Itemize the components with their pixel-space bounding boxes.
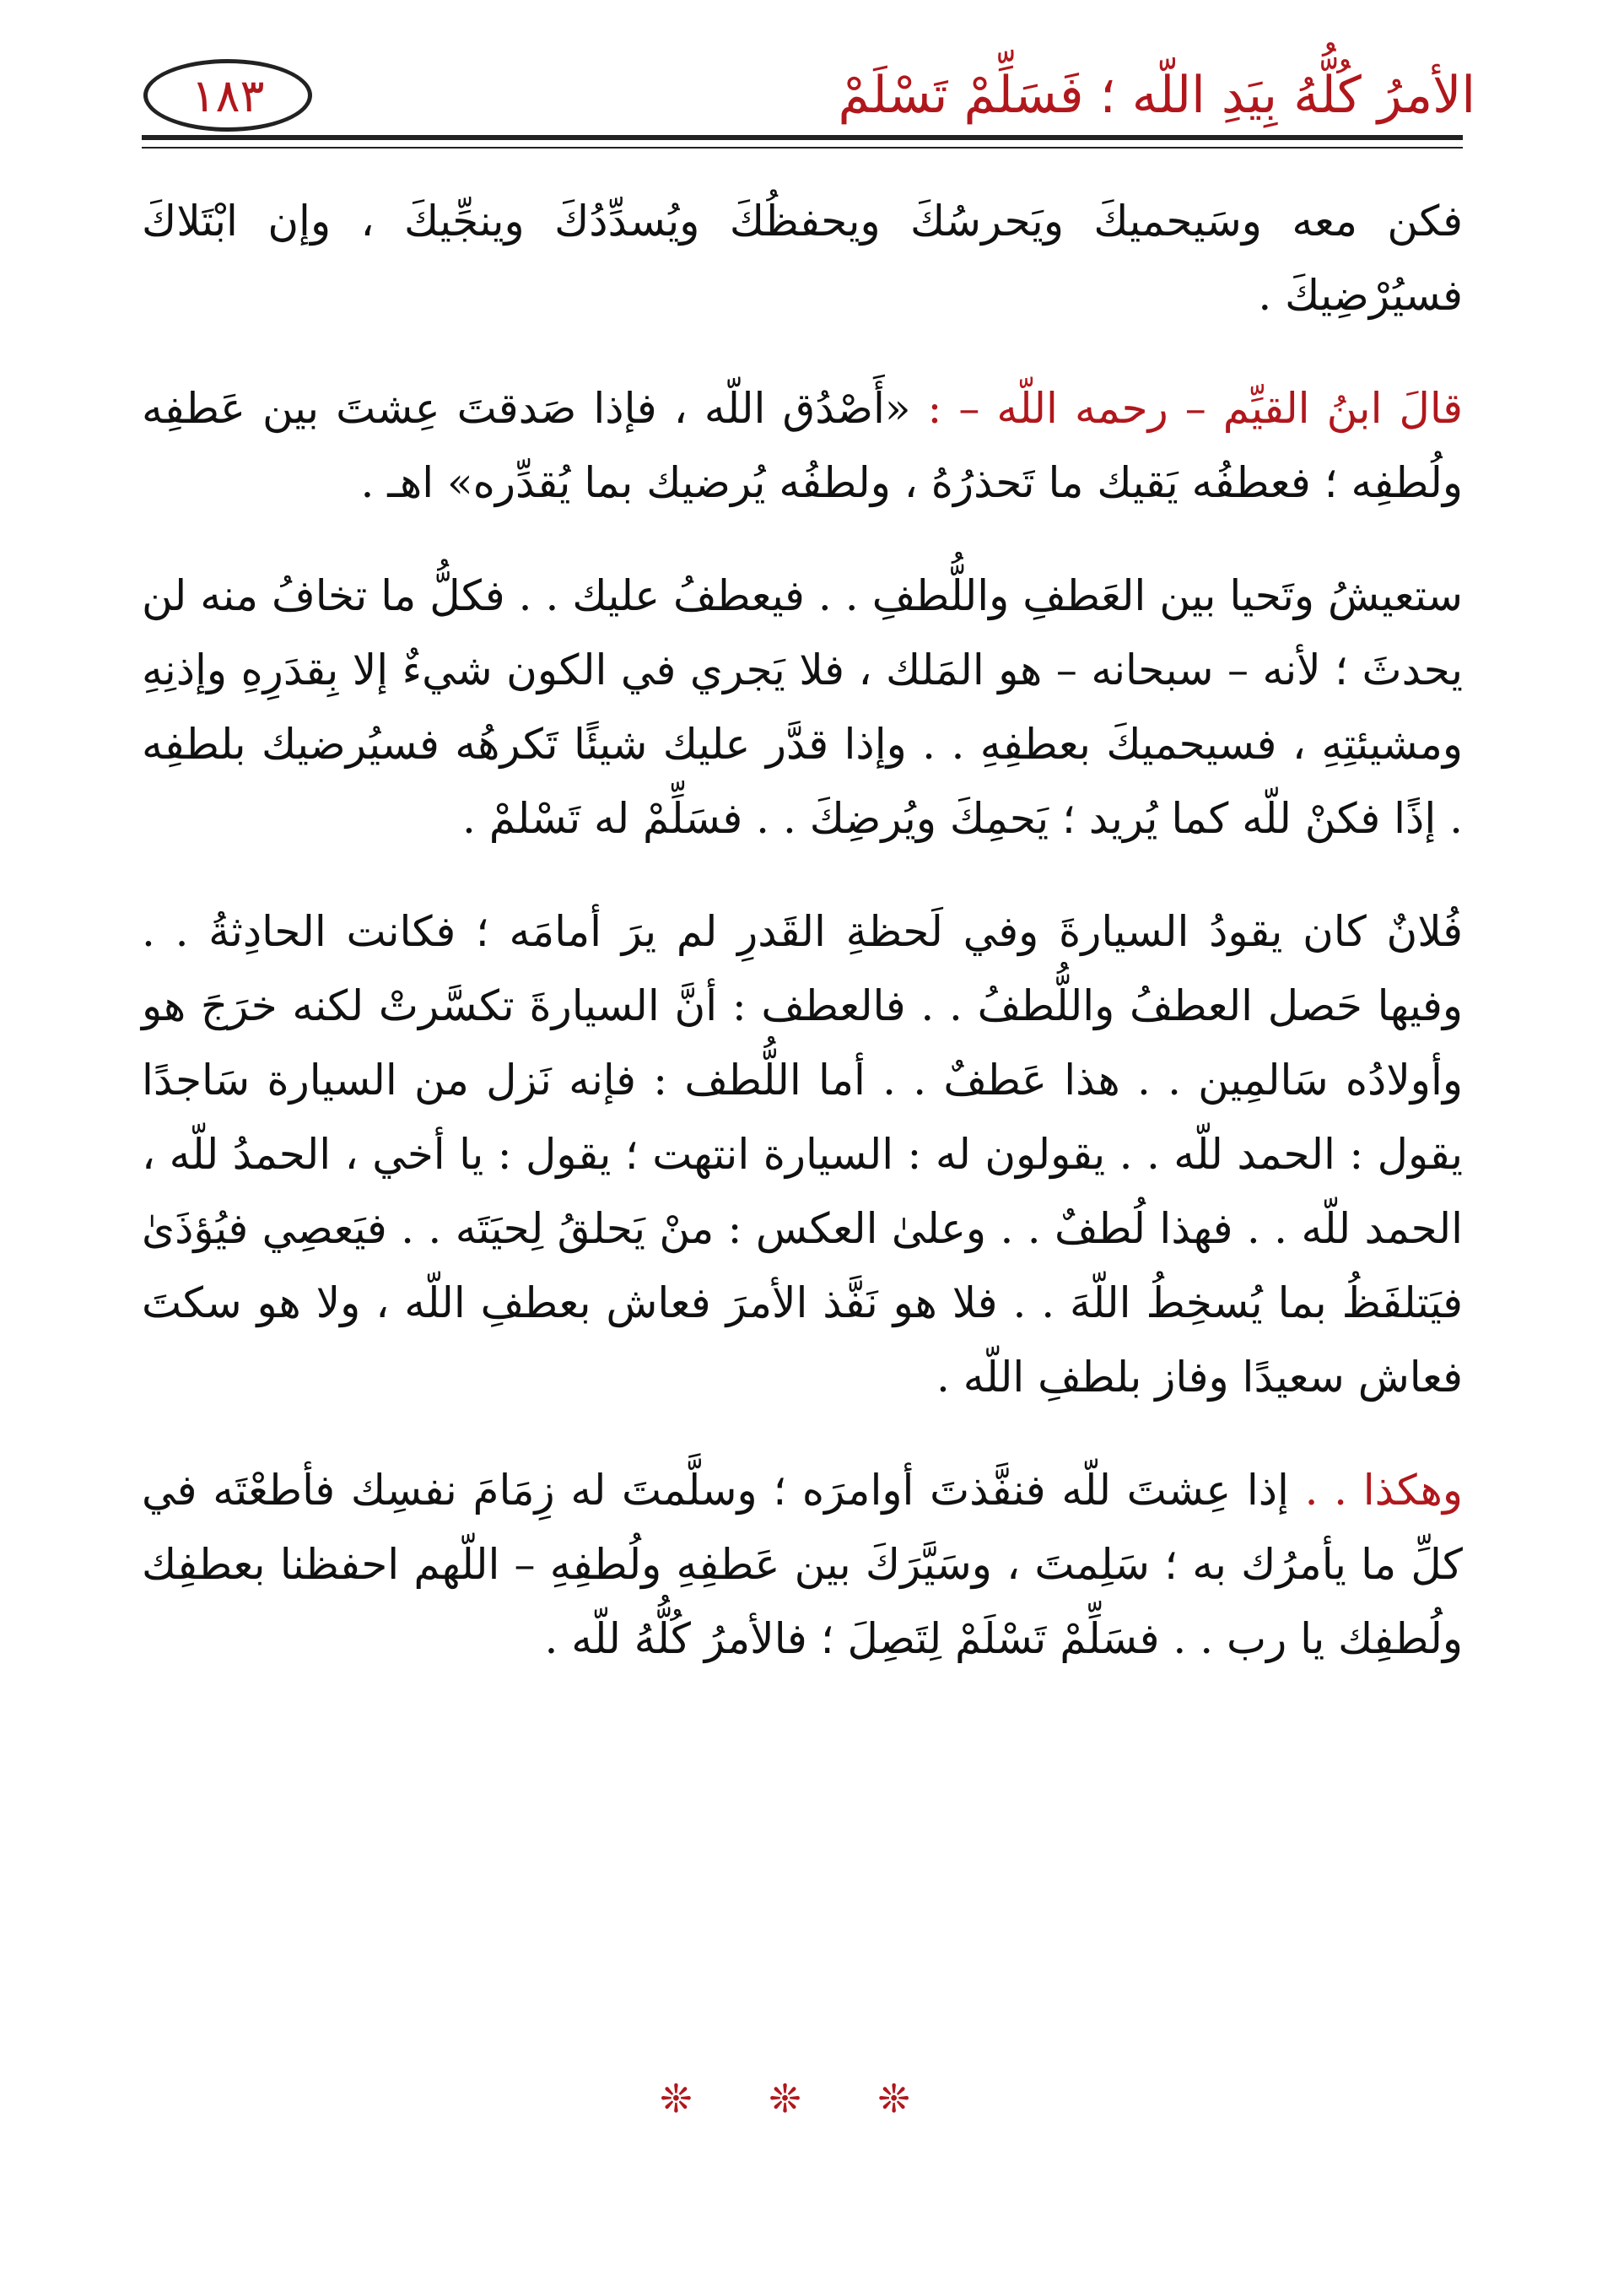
paragraph — [142, 184, 1463, 332]
paragraph-quote — [142, 371, 1463, 520]
paragraph — [142, 894, 1463, 1414]
paragraph-text: فكن معه وسَيحميكَ ويَحرسُكَ ويحفظُكَ ويُسدِّدُكَ وينجِّيكَ ، وإن ابْتَلاكَ فسيُرْضِيكَ . — [142, 197, 1463, 320]
paragraph-text: «أَصْدُق اللّه ، فإذا صَدقتَ عِشتَ بين عَطفِه ولُطفِه ؛ فعطفُه يَقيك ما تَحذرُهُ ، ولطفُه يُرضيك بما يُقدِّره» اهـ . — [142, 384, 1463, 507]
header-rule-thin — [142, 147, 1463, 149]
page-number-text: ١٨٣ — [191, 68, 265, 122]
quote-attribution: قالَ ابنُ القيِّم – رحمه اللّه – : — [927, 384, 1463, 433]
paragraph-text: إذا عِشتَ للّه فنفَّذتَ أوامرَه ؛ وسلَّمتَ له زِمَامَ نفسِك فأطعْتَه في كلِّ ما يأمرُك به ؛ سَلِمتَ ، وسَيَّرَكَ بين عَطفِهِ ولُطفِهِ – اللّهم احفظنا بعطفِك ولُطفِك يا رب . . فسَلِّمْ تَسْلَمْ لِتَصِلَ ؛ فالأمرُ كُلُّهُ للّه . — [142, 1466, 1463, 1663]
paragraph-text: فُلانٌ كان يقودُ السيارةَ وفي لَحظةِ القَدرِ لم يرَ أمامَه ؛ فكانت الحادِثةُ . . وفيها حَصل العطفُ واللُّطفُ . . فالعطف : أنَّ السيارةَ تكسَّرتْ لكنه خرَجَ هو وأولادُه سَالمِين . . هذا عَطفٌ . . أما اللُّطف : فإنه نَزل من السيارة سَاجدًا يقول : الحمد للّه . . يقولون له : السيارة انتهت ؛ يقول : يا أخي ، الحمدُ للّه ، الحمد للّه . . فهذا لُطفٌ . . وعلىٰ العكس : منْ يَحلقُ لِحيَتَه . . فيَعصِي فيُؤذَىٰ فيَتلفَظُ بما يُسخِطُ اللّهَ . . فلا هو نَفَّذ الأمرَ فعاش بعطفِ اللّه ، ولا هو سكتَ فعاش سعيدًا وفاز بلطفِ اللّه . — [142, 907, 1463, 1402]
paragraph-lead: وهكذا . . — [1304, 1466, 1463, 1515]
running-title: الأمرُ كُلُّهُ بِيَدِ اللّه ؛ فَسَلِّمْ تَسْلَمْ — [838, 66, 1475, 125]
body-text — [142, 184, 1463, 1715]
header-rule — [142, 135, 1463, 140]
page-number — [143, 59, 312, 132]
paragraph — [142, 1453, 1463, 1676]
section-separator: ❊ ❊ ❊ — [660, 2076, 942, 2121]
paragraph-text: ستعيشُ وتَحيا بين العَطفِ واللُّطفِ . . فيعطفُ عليك . . فكلُّ ما تخافُ منه لن يحدثَ ؛ لأنه – سبحانه – هو المَلك ، فلا يَجري في الكون شيءٌ إلا بِقدَرِهِ وإذنِهِ ومشيئتِهِ ، فسيحميكَ بعطفِهِ . . وإذا قدَّر عليك شيئًا تَكرهُه فسيُرضيك بلطفِه . إذًا فكنْ للّه كما يُريد ؛ يَحمِكَ ويُرضِكَ . . فسَلِّمْ له تَسْلمْ . — [142, 571, 1463, 843]
paragraph — [142, 559, 1463, 856]
